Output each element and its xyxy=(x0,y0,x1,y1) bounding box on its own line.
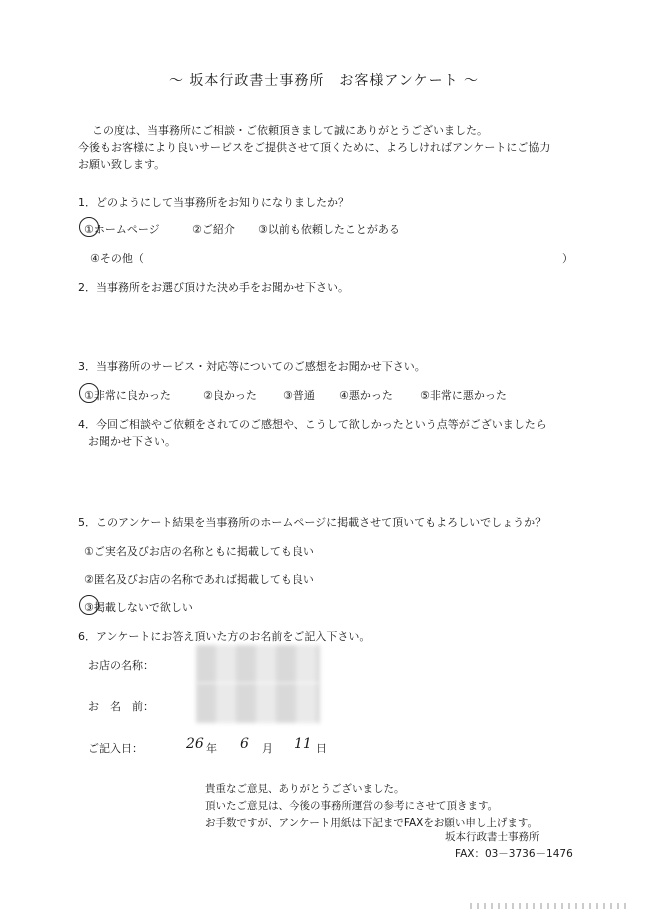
q3-option-very-good[interactable]: ①非常に良かった xyxy=(84,389,171,402)
date-month-value: 6 xyxy=(240,736,249,752)
date-label: ご記入日： xyxy=(88,742,143,755)
office-name: 坂本行政書士事務所 xyxy=(445,831,540,843)
question-2: 2．当事務所をお選び頂けた決め手をお聞かせ下さい。 xyxy=(78,281,349,294)
name-label: お 名 前： xyxy=(88,700,154,713)
question-6: 6．アンケートにお答え頂いた方のお名前をご記入下さい。 xyxy=(78,630,371,643)
q5-option-anonymous[interactable]: ②匿名及びお店の名称であれば掲載しても良い xyxy=(84,573,314,586)
fax-number: FAX：03－3736－1476 xyxy=(455,848,573,860)
page-title: ～ 坂本行政書士事務所 お客様アンケート ～ xyxy=(168,73,480,89)
name-redacted xyxy=(196,683,320,723)
scan-noise xyxy=(470,903,630,909)
closing-line-3: お手数ですが、アンケート用紙は下記までFAXをお願い申し上げます。 xyxy=(205,817,538,829)
question-1: 1．どのようにして当事務所をお知りになりましたか？ xyxy=(78,196,349,209)
q5-option-do-not-publish[interactable]: ③掲載しないで欲しい xyxy=(84,601,193,614)
q1-option-referral[interactable]: ②ご紹介 xyxy=(192,223,235,236)
closing-line-2: 頂いたご意見は、今後の事務所運営の参考にさせて頂きます。 xyxy=(205,800,499,812)
shop-name-label: お店の名称： xyxy=(88,659,154,672)
q3-option-normal[interactable]: ③普通 xyxy=(283,389,315,402)
date-year-value: 26 xyxy=(186,736,204,752)
date-day-unit: 日 xyxy=(316,742,327,755)
question-5: 5．このアンケート結果を当事務所のホームページに掲載させて頂いてもよろしいでしょうか？ xyxy=(78,516,547,529)
q3-option-good[interactable]: ②良かった xyxy=(203,389,257,402)
q5-option-real-name[interactable]: ①ご実名及びお店の名称ともに掲載しても良い xyxy=(84,545,314,558)
q1-option-other[interactable]: ④その他（ xyxy=(90,252,144,265)
q3-option-very-bad[interactable]: ⑤非常に悪かった xyxy=(420,389,507,402)
intro-line-1: この度は、当事務所にご相談・ご依頼頂きまして誠にありがとうございました。 xyxy=(92,124,488,137)
q1-option-homepage[interactable]: ①ホームページ xyxy=(84,223,160,236)
date-day-value: 11 xyxy=(294,736,312,752)
closing-line-1: 貴重なご意見、ありがとうございました。 xyxy=(205,783,405,795)
intro-line-2: 今後もお客様により良いサービスをご提供させて頂くために、よろしければアンケートにご協力 xyxy=(78,141,551,154)
shop-name-redacted xyxy=(196,645,320,683)
question-3: 3．当事務所のサービス・対応等についてのご感想をお聞かせ下さい。 xyxy=(78,360,426,373)
intro-line-3: お願い致します。 xyxy=(78,158,166,171)
date-month-unit: 月 xyxy=(262,742,273,755)
question-4-line-2: お聞かせ下さい。 xyxy=(88,435,176,448)
question-4-line-1: 4．今回ご相談やご依頼をされてのご感想や、こうして欲しかったという点等がございましたら xyxy=(78,418,547,431)
q1-option-other-close: ） xyxy=(562,252,573,265)
date-year-unit: 年 xyxy=(206,742,217,755)
q1-option-previous[interactable]: ③以前も依頼したことがある xyxy=(258,223,400,236)
q3-option-bad[interactable]: ④悪かった xyxy=(339,389,393,402)
